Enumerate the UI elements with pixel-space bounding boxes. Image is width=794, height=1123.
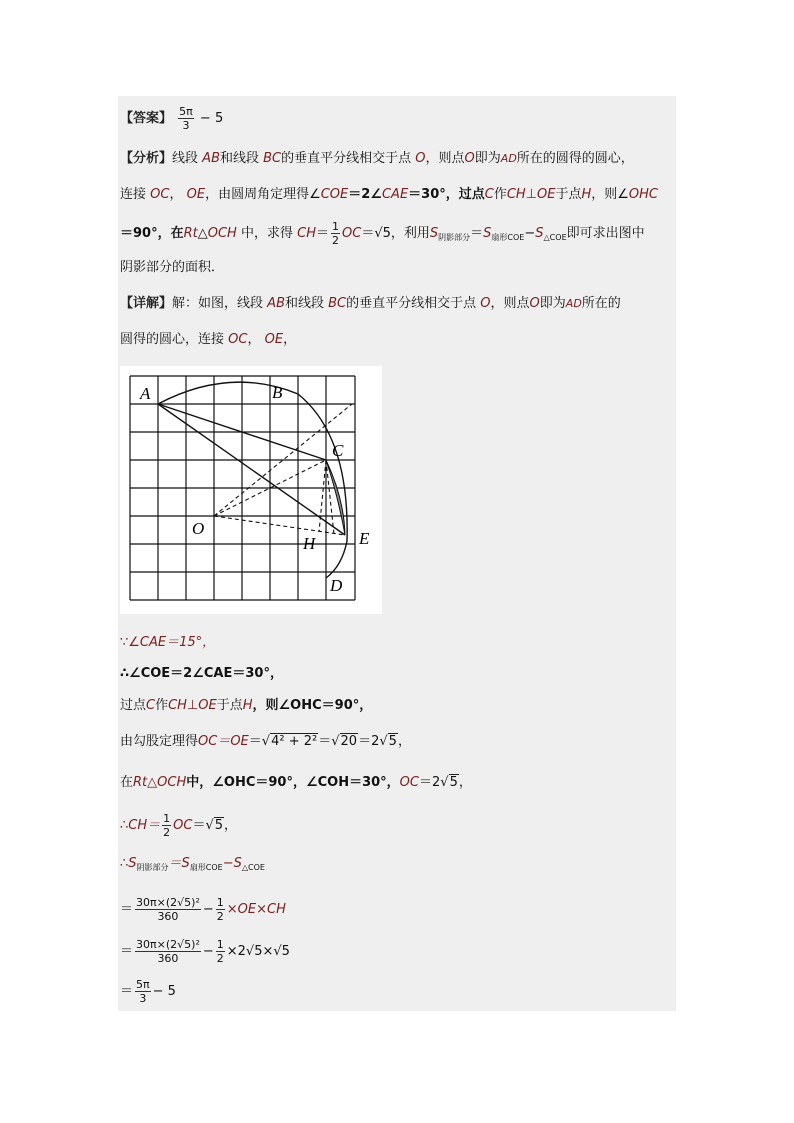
label-a: A [140,384,151,403]
label-e: E [359,529,370,548]
analysis-line-4: 阴影部分的面积． [120,260,225,275]
analysis-tag: 【分析】 [120,151,173,166]
step-10: ＝ $\frac{5\pi}{3}$ − 5 [120,978,176,1005]
step-5: 在Rt△OCH中，∠OHC＝90°，∠COH＝30°，OC＝2√5， [120,775,472,790]
detail-tag: 【详解】 [120,296,173,311]
step-6: ∴CH＝ $\frac{1}{2}$ OC＝√5， [120,812,238,839]
label-h: H [303,534,316,553]
geometry-figure [120,366,382,614]
step-3: 过点C作CH⊥OE于点H，则∠OHC＝90°， [120,698,373,713]
arc-ad-symbol: AD [500,152,517,165]
detail-line-1: 【详解】解：如图，线段 AB和线段 BC的垂直平分线相交于点 O，则点O即为AD所在的 [120,296,621,311]
label-c: C [332,441,344,460]
detail-line-2: 圆得的圆心，连接 OC， OE， [120,332,297,347]
step-2: ∴∠COE＝2∠CAE＝30°， [120,666,283,681]
step-9: ＝ $\frac{\text{30π×(2√5)²}}{360}$ − $\frac{1}{2}$ ×2√5×√5 [120,938,290,965]
geometry-diagram [120,366,382,614]
arc-ad-symbol: AD [565,297,582,310]
label-o: O [192,519,205,538]
analysis-line-2: 连接 OC， OE，由圆周角定理得∠COE＝2∠CAE＝30°，过点C作CH⊥OE于点H，则∠OHC [120,187,659,202]
grid [130,376,355,600]
step-4: 由勾股定理得OC＝OE＝√4² + 2²＝√20＝2√5， [120,734,411,749]
answer-fraction: $\frac{5\pi}{3}$ [179,105,193,132]
label-d: D [330,576,343,595]
analysis-line-1: 【分析】线段 AB和线段 BC的垂直平分线相交于点 O，则点O即为AD所在的圆得的圆心， [120,151,634,166]
answer-tag: 【答案】 [120,111,173,126]
answer-line: 【答案】 $\frac{5\pi}{3}$ − 5 [120,105,224,132]
half-fraction: $\frac{1}{2}$ [332,220,339,247]
step-8: ＝ $\frac{\text{30π×(2√5)²}}{360}$ − $\frac{1}{2}$ ×OE×CH [120,896,286,923]
step-1: ∵∠CAE＝15°， [120,635,216,650]
label-b: B [272,383,283,402]
step-7: $\therefore S_{阴影部分}=S_{扇形COE}-S_{\triangle COE}$ [120,856,265,872]
dashed-lines [214,404,352,535]
analysis-line-3: ＝90°，在Rt△OCH 中，求得 CH＝ $\frac{1}{2}$ OC＝√5，利用$S_{阴影部分}=S_{扇形COE}-S_{\triangle COE}$即可求出图中 [120,220,645,247]
